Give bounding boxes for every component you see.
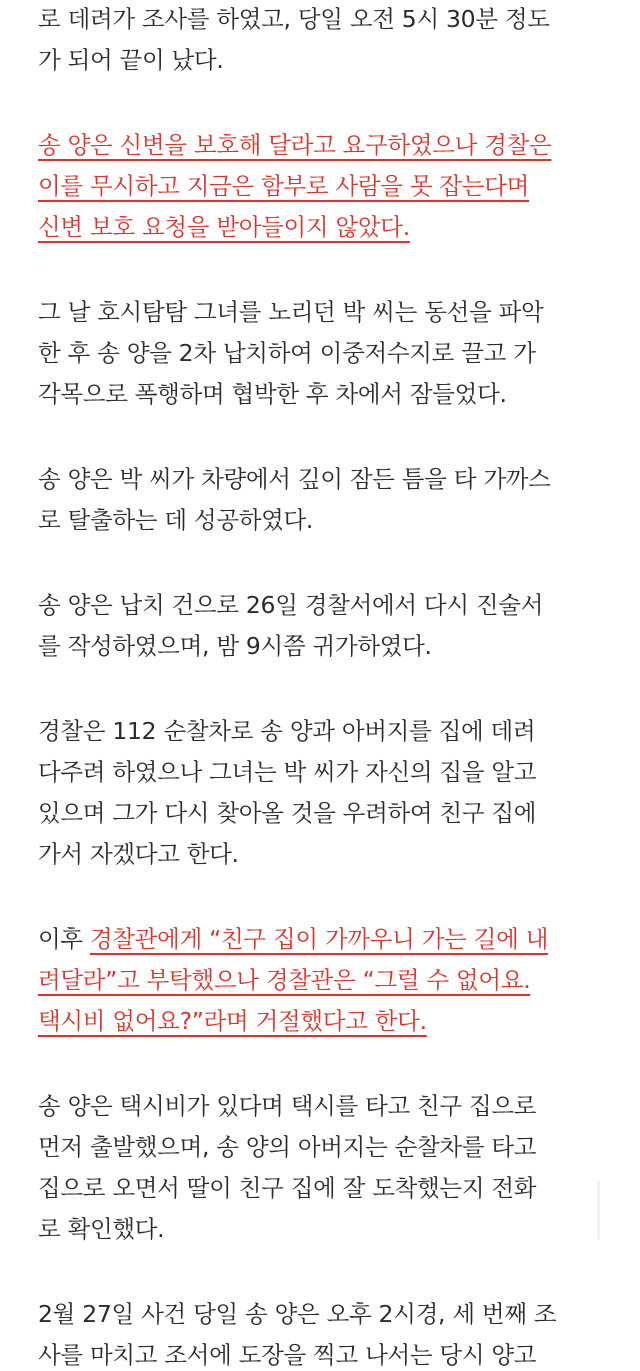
text-segment: 있으며 그가 다시 찾아올 것을 우려하여 친구 집에 xyxy=(38,799,537,827)
text-line xyxy=(38,838,239,870)
text-line xyxy=(38,463,551,495)
text-segment: 로 확인했다. xyxy=(38,1215,165,1243)
text-segment: 가 되어 끝이 났다. xyxy=(38,46,224,74)
text-line xyxy=(38,715,535,747)
text-segment: 를 작성하였으며, 밤 9시쯤 귀가하였다. xyxy=(38,632,432,660)
text-line xyxy=(38,964,530,996)
text-line xyxy=(38,630,432,662)
text-line xyxy=(38,296,543,328)
text-line xyxy=(38,44,224,76)
text-segment: 다주려 하였으나 그녀는 박 씨가 자신의 집을 알고 xyxy=(38,758,537,786)
scrollbar[interactable] xyxy=(597,1180,600,1240)
text-line xyxy=(38,337,536,369)
text-line xyxy=(38,3,550,35)
text-line xyxy=(38,504,313,536)
text-segment: 경찰은 112 순찰차로 송 양과 아버지를 집에 데려 xyxy=(38,717,536,745)
text-segment: 집으로 오면서 딸이 친구 집에 잘 도착했는지 전화 xyxy=(38,1174,537,1202)
text-segment: 송 양은 택시비가 있다며 택시를 타고 친구 집으로 xyxy=(38,1092,537,1120)
highlighted-text: 려달라”고 부탁했으나 경찰관은 “그럴 수 없어요. xyxy=(38,966,531,994)
highlighted-text: 경찰관에게 “친구 집이 가까우니 가는 길에 내 xyxy=(89,925,549,953)
highlighted-text: 이를 무시하고 지금은 함부로 사람을 못 잡는다며 xyxy=(38,172,530,200)
text-line xyxy=(38,797,536,829)
text-line xyxy=(38,129,551,161)
text-segment: 한 후 송 양을 2차 납치하여 이중저수지로 끌고 가 xyxy=(38,339,536,367)
highlighted-text: 송 양은 신변을 보호해 달라고 요구하였으나 경찰은 xyxy=(38,131,552,159)
text-segment: 이후 xyxy=(38,925,90,953)
text-line xyxy=(38,1213,164,1245)
text-line xyxy=(38,1339,536,1371)
text-line xyxy=(38,923,548,955)
text-segment: 그 날 호시탐탐 그녀를 노리던 박 씨는 동선을 파악 xyxy=(38,298,544,326)
text-segment: 각목으로 폭행하며 협박한 후 차에서 잠들었다. xyxy=(38,380,507,408)
text-line xyxy=(38,1090,536,1122)
text-line xyxy=(38,756,536,788)
text-segment: 송 양은 납치 건으로 26일 경찰서에서 다시 진술서 xyxy=(38,591,544,619)
text-line xyxy=(38,170,529,202)
text-segment: 로 탈출하는 데 성공하였다. xyxy=(38,506,314,534)
text-segment: 로 데려가 조사를 하였고, 당일 오전 5시 30분 정도 xyxy=(38,5,550,33)
highlighted-text: 신변 보호 요청을 받아들이지 않았다. xyxy=(38,213,410,241)
highlighted-text: 택시비 없어요?”라며 거절했다고 한다. xyxy=(38,1007,427,1035)
text-segment: 먼저 출발했으며, 송 양의 아버지는 순찰차를 타고 xyxy=(38,1133,537,1161)
text-line xyxy=(38,1172,536,1204)
text-segment: 가서 자겠다고 한다. xyxy=(38,840,239,868)
text-line xyxy=(38,589,543,621)
text-segment: 2월 27일 사건 당일 송 양은 오후 2시경, 세 번째 조 xyxy=(38,1300,557,1328)
text-segment: 사를 마치고 조서에 도장을 찍고 나서는 당시 양고 xyxy=(38,1341,537,1369)
text-line xyxy=(38,378,507,410)
text-line xyxy=(38,1131,536,1163)
text-line xyxy=(38,1005,427,1037)
text-segment: 송 양은 박 씨가 차량에서 깊이 잠든 틈을 타 가까스 xyxy=(38,465,551,493)
text-line xyxy=(38,1298,556,1330)
text-line xyxy=(38,211,410,243)
